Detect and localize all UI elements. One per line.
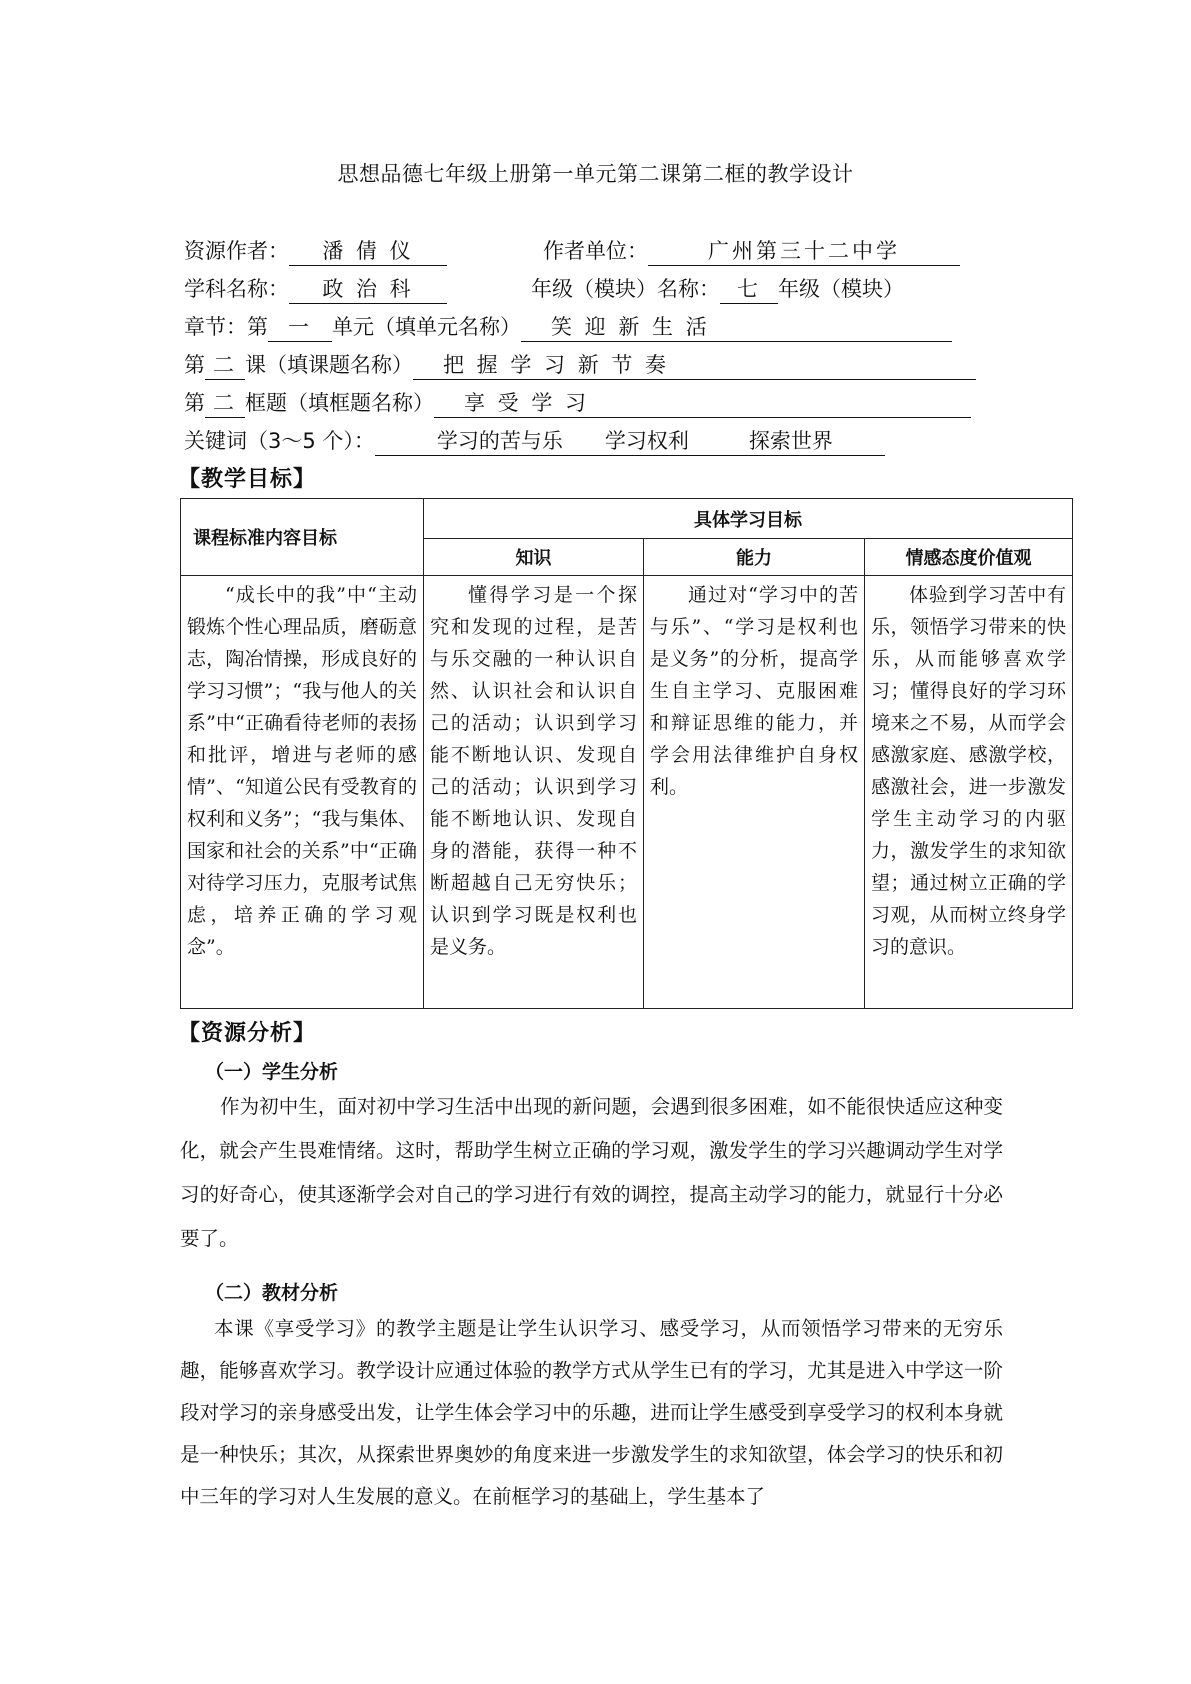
grade-label: 年级（模块）名称： bbox=[531, 277, 720, 301]
material-analysis-heading: （二）教材分析 bbox=[205, 1282, 339, 1304]
chapter-prefix: 章节：第 bbox=[184, 315, 268, 339]
cell-knowledge bbox=[424, 576, 644, 1009]
keyword-1: 学习的苦与乐 bbox=[436, 429, 563, 453]
chapter-number: 一 bbox=[268, 313, 332, 342]
material-analysis-text: 本课《享受学习》的教学主题是让学生认识学习、感受学习，从而领悟学习带来的无穷乐趣，能够喜欢学习。教学设计应通过体验的教学方式从学生已有的学习，尤其是进入中学这一阶段对学习的亲身感受出发，让学生体会学习中的乐趣，进而让学生感受到享受学习的权利本身就是一种快乐；其次，从探索世界奥妙的角度来进一步激发学生的求知欲望，体会学习的快乐和初中三年的学习对人生发展的意义。在前框学习的基础上，学生基本了 bbox=[180, 1317, 1003, 1508]
frame-prefix: 第 bbox=[184, 391, 205, 415]
cell-emotion bbox=[865, 576, 1073, 1009]
author-label: 资源作者： bbox=[184, 239, 289, 263]
keyword-3: 探索世界 bbox=[748, 429, 833, 453]
keywords-label: 关键词（3～5 个）： bbox=[184, 429, 375, 453]
ability-text: 通过对“学习中的苦与乐”、“学习是权利也是义务”的分析，提高学生自主学习、克服困难和辩证思维的能力，并学会用法律维护自身权利。 bbox=[650, 584, 858, 798]
grade-value: 七 bbox=[720, 275, 778, 304]
col-header-emotion: 情感态度价值观 bbox=[865, 539, 1073, 576]
student-analysis-text: 作为初中生，面对初中学习生活中出现的新问题，会遇到很多困难，如不能很快适应这种变化，就会产生畏难情绪。这时，帮助学生树立正确的学习观，激发学生的学习兴趣调动学生对学习的好奇心，使其逐渐学会对自己的学习进行有效的调控，提高主动学习的能力，就显行十分必要了。 bbox=[180, 1095, 1003, 1250]
subject-value: 政 治 科 bbox=[289, 275, 447, 304]
lesson-row bbox=[184, 348, 976, 382]
goals-heading: 【教学目标】 bbox=[178, 467, 317, 492]
col-header-standard: 课程标准内容目标 bbox=[181, 499, 424, 576]
lesson-mid-label: 课（填课题名称） bbox=[245, 353, 413, 377]
cell-ability bbox=[644, 576, 865, 1009]
lesson-prefix: 第 bbox=[184, 353, 205, 377]
col-header-knowledge: 知识 bbox=[424, 539, 644, 576]
col-header-ability: 能力 bbox=[644, 539, 865, 576]
frame-row bbox=[184, 386, 971, 420]
goals-table bbox=[180, 498, 1073, 1009]
student-analysis-heading: （一）学生分析 bbox=[205, 1061, 339, 1083]
keywords-row bbox=[184, 424, 885, 458]
keywords-value bbox=[375, 427, 885, 456]
unit-value: 广州第三十二中学 bbox=[648, 237, 960, 266]
chapter-name: 笑 迎 新 生 活 bbox=[521, 313, 952, 342]
frame-mid-label: 框题（填框题名称） bbox=[245, 391, 434, 415]
frame-name: 享 受 学 习 bbox=[434, 389, 971, 418]
knowledge-text: 懂得学习是一个探究和发现的过程，是苦与乐交融的一种认识自然、认识社会和认识自己的活动；认识到学习能不断地认识、发现自己的活动；认识到学习能不断地认识、发现自身的潜能，获得一种不断超越自己无穷快乐；认识到学习既是权利也是义务。 bbox=[430, 584, 637, 958]
chapter-row bbox=[184, 310, 952, 344]
keyword-2: 学习权利 bbox=[604, 429, 689, 453]
analysis-heading: 【资源分析】 bbox=[178, 1021, 317, 1046]
author-row bbox=[184, 234, 960, 268]
cell-standard bbox=[181, 576, 424, 1009]
grade-suffix: 年级（模块） bbox=[778, 277, 904, 301]
frame-number: 二 bbox=[205, 389, 245, 418]
author-value: 潘 倩 仪 bbox=[289, 237, 447, 266]
lesson-name: 把 握 学 习 新 节 奏 bbox=[413, 351, 976, 380]
lesson-number: 二 bbox=[205, 351, 245, 380]
standard-text: “成长中的我”中“主动锻炼个性心理品质，磨砺意志，陶冶情操，形成良好的学习习惯”；“我与他人的关系”中“正确看待老师的表扬和批评，增进与老师的感情”、“知道公民有受教育的权利和义务”；“我与集体、国家和社会的关系”中“正确对待学习压力，克服考试焦虑，培养正确的学习观念”。 bbox=[187, 584, 417, 958]
subject-row bbox=[184, 272, 904, 306]
chapter-mid-label: 单元（填单元名称） bbox=[332, 315, 521, 339]
emotion-text: 体验到学习苦中有乐，领悟学习带来的快乐，从而能够喜欢学习；懂得良好的学习环境来之不易，从而学会感激家庭、感激学校，感激社会，进一步激发学生主动学习的内驱力，激发学生的求知欲望；通过树立正确的学习观，从而树立终身学习的意识。 bbox=[871, 584, 1067, 958]
subject-label: 学科名称： bbox=[184, 277, 289, 301]
document-title: 思想品德七年级上册第一单元第二课第二框的教学设计 bbox=[337, 162, 854, 186]
col-header-specific: 具体学习目标 bbox=[424, 499, 1073, 539]
unit-label: 作者单位： bbox=[543, 239, 648, 263]
